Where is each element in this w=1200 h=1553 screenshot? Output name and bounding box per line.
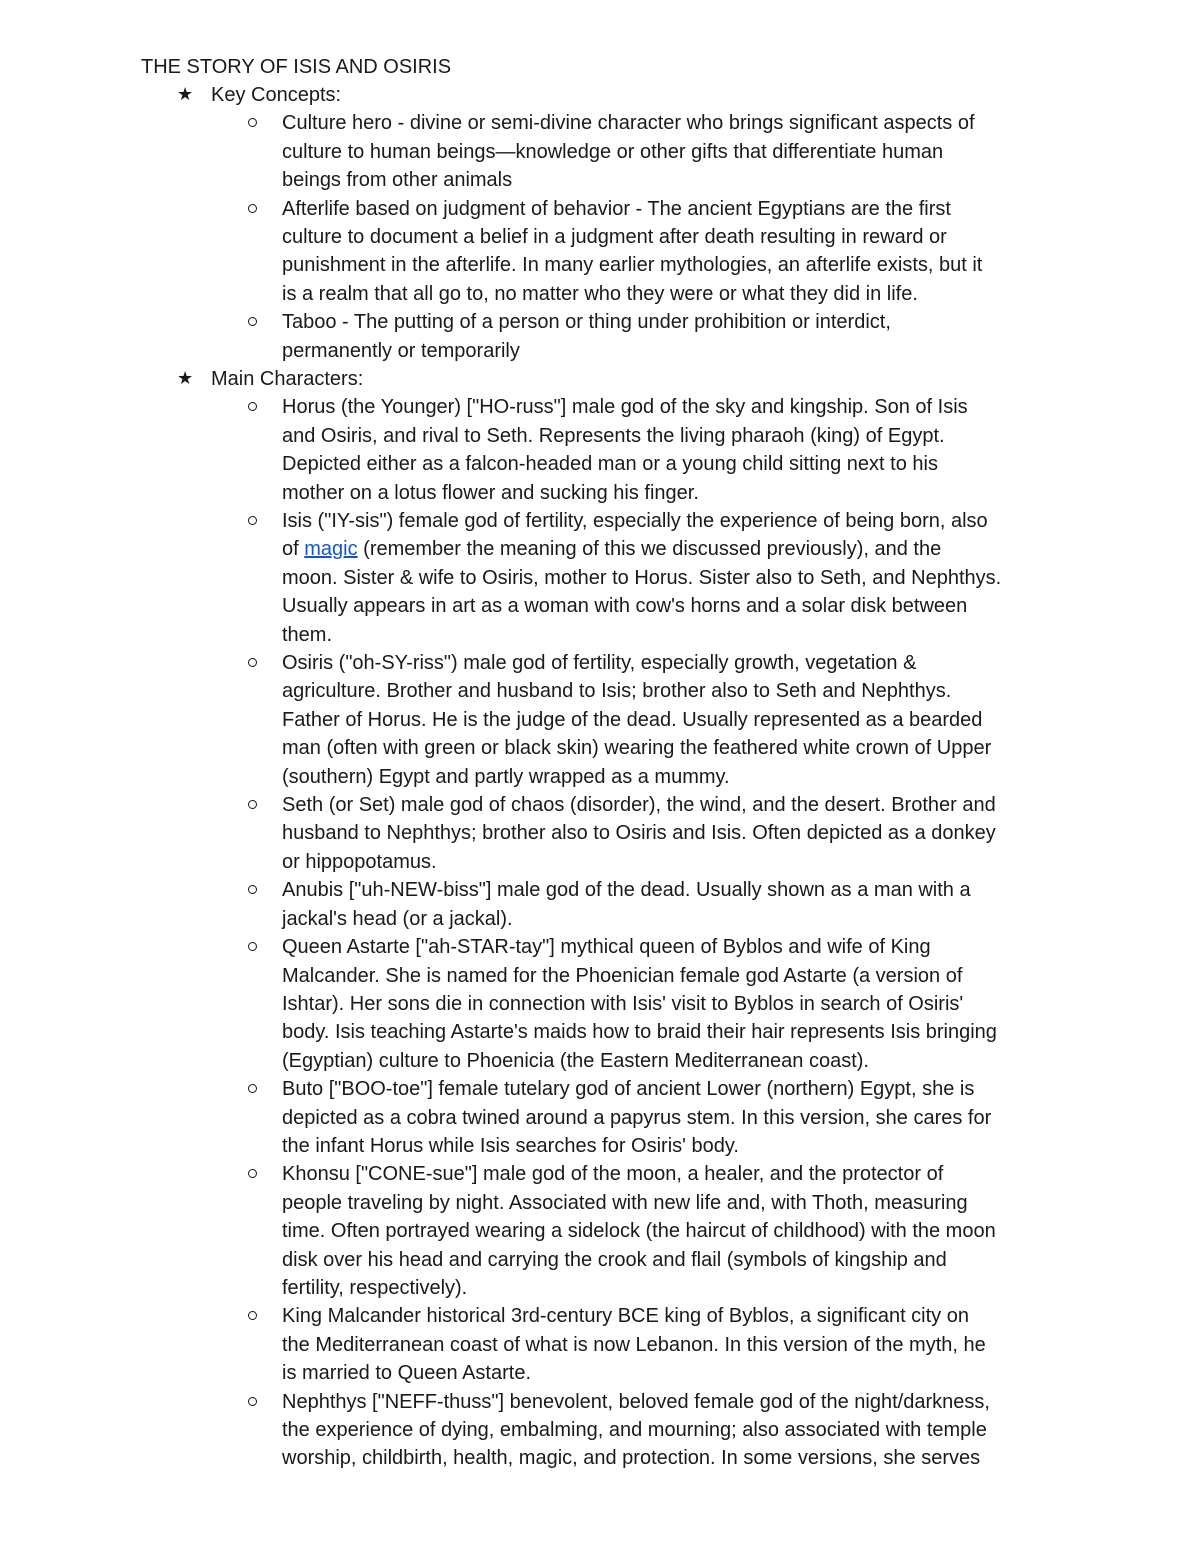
circle-bullet-icon <box>248 800 257 809</box>
document-title: THE STORY OF ISIS AND OSIRIS <box>141 56 452 78</box>
list-item-text: King Malcander historical 3rd-century BCE king of Byblos, a significant city on the Mediterranean coast of what is now Lebanon. In this version of the myth, he is married to Queen Astarte. <box>282 1305 986 1385</box>
list-item-text: Khonsu ["CONE-sue"] male god of the moon, a healer, and the protector of people traveling by night. Associated with new life and, with Thoth, measuring time. Often portrayed wearing a sidelock (the haircut of childhood) with the moon disk over his head and carrying the crook and flail (symbols of kingship and fertility, respectively). <box>282 1163 996 1299</box>
list-item-text: Taboo - The putting of a person or thing under prohibition or interdict, permanently or temporarily <box>282 311 891 362</box>
circle-bullet-icon <box>248 1169 257 1178</box>
list-item-khonsu <box>0 1160 1200 1302</box>
list-item-text: Culture hero - divine or semi-divine character who brings significant aspects of culture to human beings—knowledge or other gifts that differentiate human beings from other animals <box>282 112 975 192</box>
star-bullet-icon: ★ <box>177 368 194 389</box>
list-item-horus <box>0 393 1200 507</box>
list-item-isis <box>0 507 1200 649</box>
list-item-seth <box>0 791 1200 876</box>
isis-text-after-link: (remember the meaning of this we discussed previously), and the moon. Sister & wife to Osiris, mother to Horus. Sister also to Seth, and Nephthys. Usually appears in art as a woman with cow's horns and a solar disk between them. <box>282 538 1002 646</box>
circle-bullet-icon <box>248 516 257 525</box>
section-heading <box>0 81 1200 109</box>
circle-bullet-icon <box>248 204 257 213</box>
section-label: Main Characters: <box>211 368 364 390</box>
list-item-text: Nephthys ["NEFF-thuss"] benevolent, beloved female god of the night/darkness, the experience of dying, embalming, and mourning; also associated with temple worship, childbirth, health, magic, and protection. In some versions, she serves <box>282 1390 990 1470</box>
list-item-malcander <box>0 1302 1200 1387</box>
star-bullet-icon: ★ <box>177 84 194 105</box>
list-item-text: Buto ["BOO-toe"] female tutelary god of ancient Lower (northern) Egypt, she is depicted as a cobra twined around a papyrus stem. In this version, she cares for the infant Horus while Isis searches for Osiris' body. <box>282 1078 992 1157</box>
list-item-osiris <box>0 649 1200 791</box>
circle-bullet-icon <box>248 317 257 326</box>
list-item-text: Osiris ("oh-SY-riss") male god of fertility, especially growth, vegetation & agriculture. Brother and husband to Isis; brother also to Seth and Nephthys. Father of Horus. He is the judge of the dead. Usually represented as a bearded man (often with green or black skin) wearing the feathered white crown of Upper (southern) Egypt and partly wrapped as a mummy. <box>282 652 992 788</box>
list-item-anubis <box>0 876 1200 933</box>
list-item-buto <box>0 1075 1200 1160</box>
list-item <box>0 109 1200 194</box>
circle-bullet-icon <box>248 942 257 951</box>
circle-bullet-icon <box>248 402 257 411</box>
circle-bullet-icon <box>248 118 257 127</box>
section-main-characters <box>0 365 1200 1473</box>
circle-bullet-icon <box>248 1084 257 1093</box>
isis-text-before-link: Isis ("IY-sis") female god of fertility, especially the experience of being born, also of <box>282 510 988 561</box>
list-item-text: Horus (the Younger) ["HO-russ"] male god of the sky and kingship. Son of Isis and Osiris, and rival to Seth. Represents the living pharaoh (king) of Egypt. Depicted either as a falcon-headed man or a young child sitting next to his mother on a lotus flower and sucking his finger. <box>282 396 968 504</box>
list-item-text <box>282 507 1072 649</box>
list-item-nephthys <box>0 1388 1200 1473</box>
circle-bullet-icon <box>248 1397 257 1406</box>
list-item-text: Seth (or Set) male god of chaos (disorder), the wind, and the desert. Brother and husband to Nephthys; brother also to Osiris and Isis. Often depicted as a donkey or hippopotamus. <box>282 794 996 873</box>
circle-bullet-icon <box>248 885 257 894</box>
list-item-text: Queen Astarte ["ah-STAR-tay"] mythical queen of Byblos and wife of King Malcander. She is named for the Phoenician female god Astarte (a version of Ishtar). Her sons die in connection with Isis' visit to Byblos in search of Osiris' body. Isis teaching Astarte's maids how to braid their hair represents Isis bringing (Egyptian) culture to Phoenicia (the Eastern Mediterranean coast). <box>282 936 997 1072</box>
list-item <box>0 195 1200 309</box>
section-label: Key Concepts: <box>211 84 342 106</box>
section-key-concepts <box>0 81 1200 365</box>
circle-bullet-icon <box>248 1311 257 1320</box>
list-item-astarte <box>0 933 1200 1075</box>
list-item-text: Afterlife based on judgment of behavior - The ancient Egyptians are the first culture to document a belief in a judgment after death resulting in reward or punishment in the afterlife. In many earlier mythologies, an afterlife exists, but it is a realm that all go to, no matter who they were or what they did in life. <box>282 197 983 305</box>
circle-bullet-icon <box>248 658 257 667</box>
magic-link[interactable]: magic <box>304 538 358 561</box>
section-heading <box>0 365 1200 393</box>
list-item-text: Anubis ["uh-NEW-biss"] male god of the dead. Usually shown as a man with a jackal's head (or a jackal). <box>282 879 971 930</box>
list-item <box>0 308 1200 365</box>
